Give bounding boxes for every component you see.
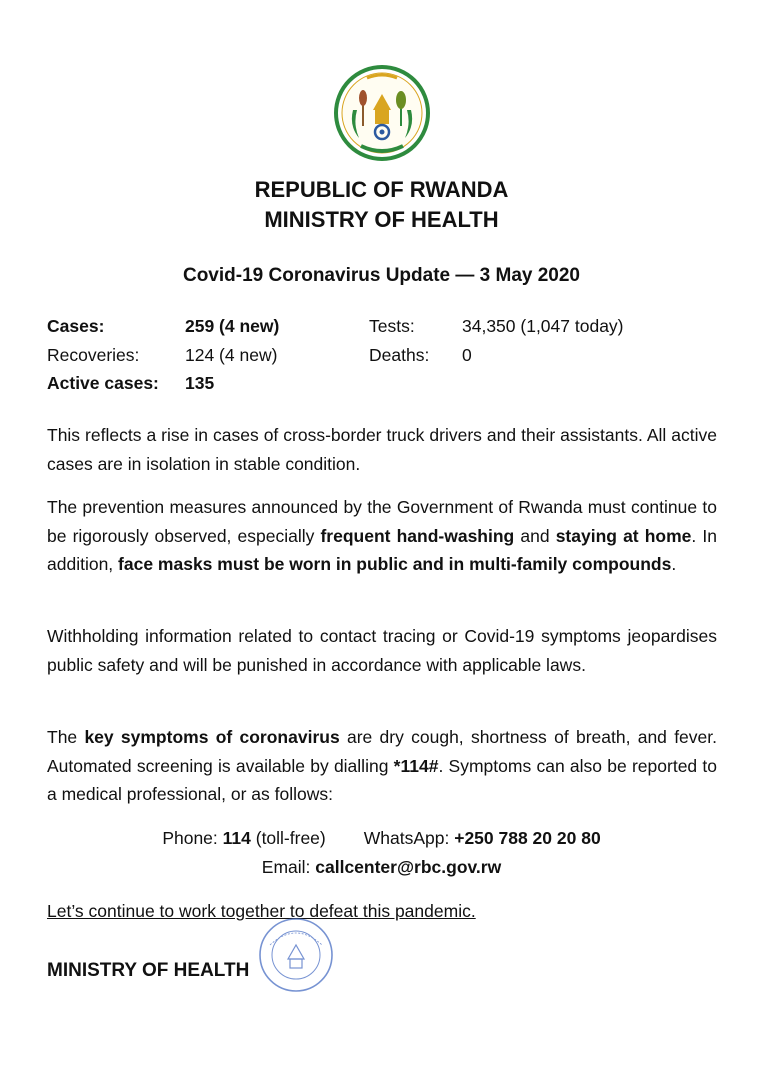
whatsapp-label: WhatsApp:: [363, 828, 455, 848]
contact-phone-line: [0, 824, 763, 853]
p4-dial-code: *114#: [393, 755, 439, 776]
closing-statement: Let’s continue to work together to defeat this pandemic.: [47, 901, 476, 921]
p2-handwashing: frequent hand-washing: [320, 525, 515, 546]
recoveries-label: Recoveries:: [47, 344, 140, 365]
cases-label: Cases:: [47, 316, 105, 336]
p4-text: . Symptoms can also be reported to a medical professional, or as follows:: [47, 755, 717, 804]
country-heading: REPUBLIC OF RWANDA: [254, 177, 509, 202]
contact-email-line: [0, 853, 763, 882]
p2-text: The prevention measures announced by the Government of Rwanda must continue to be rigorously observed, especially: [47, 497, 717, 546]
ministry-stamp-icon: [256, 915, 336, 995]
p4-text: are dry cough, shortness of breath, and fever. Automated screening is available by dialling: [47, 727, 717, 776]
deaths-label: Deaths:: [369, 344, 430, 365]
whatsapp-number: +250 788 20 20 80: [454, 828, 601, 848]
tests-value: 34,350 (1,047 today): [462, 316, 624, 336]
paragraph-symptoms: [47, 723, 717, 809]
email-address: callcenter@rbc.gov.rw: [315, 857, 502, 877]
tests-label: Tests:: [369, 316, 415, 336]
active-label: Active cases:: [47, 373, 159, 393]
p2-text: . In addition,: [47, 525, 717, 574]
ministry-signoff: MINISTRY OF HEALTH: [47, 960, 250, 981]
email-label: Email:: [261, 857, 316, 877]
cases-value: 259 (4 new): [185, 316, 280, 336]
p2-face-masks: face masks must be worn in public and in multi-family compounds: [118, 554, 672, 574]
phone-number: 114: [222, 828, 251, 848]
rwanda-coat-of-arms-icon: [333, 64, 431, 162]
p4-text: The: [47, 727, 85, 747]
ministry-heading: MINISTRY OF HEALTH: [264, 207, 499, 232]
phone-label: Phone:: [162, 828, 223, 848]
deaths-value: 0: [462, 344, 472, 365]
paragraph-contact-tracing: Withholding information related to contact tracing or Covid-19 symptoms jeopardises public safety and will be punished in accordance with applicable laws.: [47, 626, 717, 675]
p2-text: .: [671, 554, 677, 574]
p4-key-symptoms: key symptoms of coronavirus: [84, 727, 340, 747]
p2-stay-home: staying at home: [555, 525, 692, 546]
p2-text: and: [514, 525, 556, 546]
paragraph-truck-drivers: This reflects a rise in cases of cross-border truck drivers and their assistants. All active cases are in isolation in stable condition.: [47, 425, 717, 474]
update-title: Covid-19 Coronavirus Update — 3 May 2020: [182, 265, 580, 286]
paragraph-prevention: [47, 493, 717, 579]
active-value: 135: [185, 373, 215, 393]
phone-note: (toll-free): [250, 828, 326, 848]
recoveries-value: 124 (4 new): [185, 344, 278, 365]
